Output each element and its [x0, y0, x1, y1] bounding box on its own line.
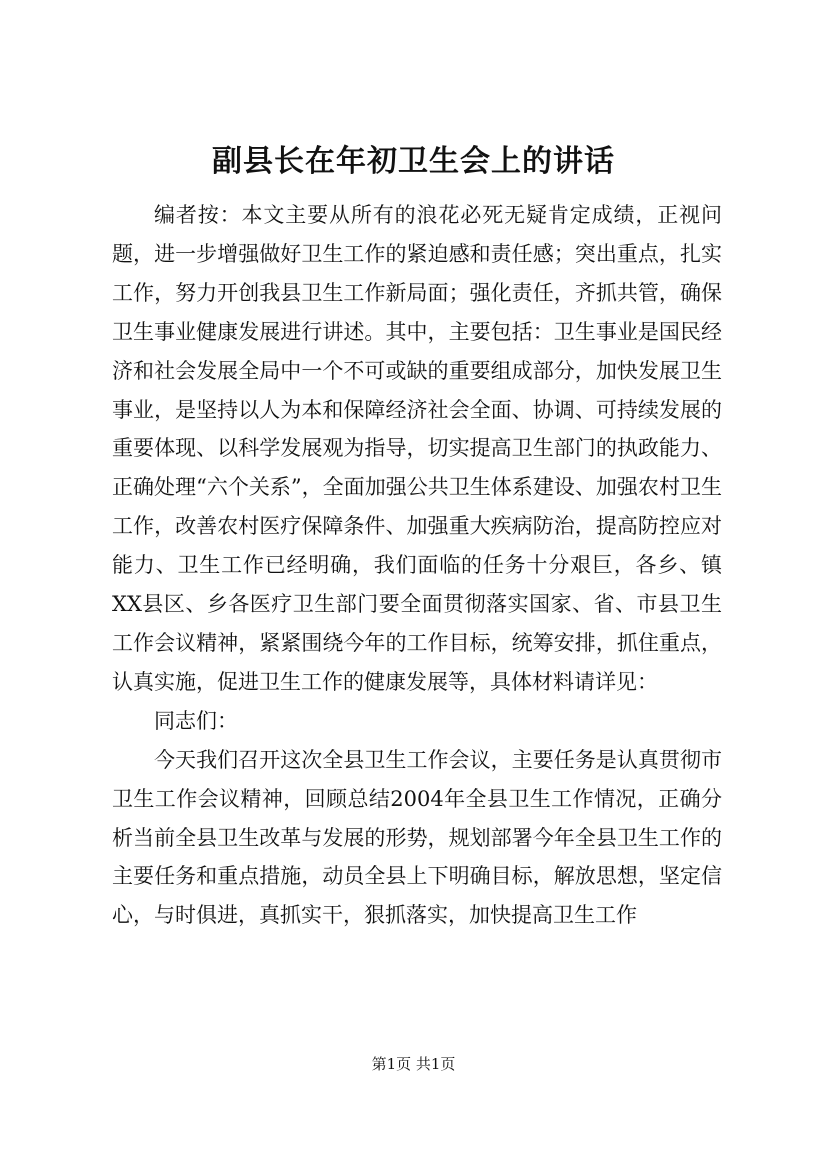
document-body	[112, 196, 722, 935]
paragraph-editor-note: 编者按：本文主要从所有的浪花必死无疑肯定成绩，正视问题，进一步增强做好卫生工作的紧迫感和责任感；突出重点，扎实工作，努力开创我县卫生工作新局面；强化责任，齐抓共管，确保卫生事业健康发展进行讲述。其中，主要包括：卫生事业是国民经济和社会发展全局中一个不可或缺的重要组成部分，加快发展卫生事业，是坚持以人为本和保障经济社会全面、协调、可持续发展的重要体现、以科学发展观为指导，切实提高卫生部门的执政能力、正确处理“六个关系”，全面加强公共卫生体系建设、加强农村卫生工作，改善农村医疗保障条件、加强重大疾病防治，提高防控应对能力、卫生工作已经明确，我们面临的任务十分艰巨，各乡、镇XX县区、乡各医疗卫生部门要全面贯彻落实国家、省、市县卫生工作会议精神，紧紧围绕今年的工作目标，统筹安排，抓住重点，认真实施，促进卫生工作的健康发展等，具体材料请详见：	[112, 203, 722, 694]
document-title: 副县长在年初卫生会上的讲话	[212, 144, 615, 179]
paragraph-salutation: 同志们：	[154, 708, 238, 733]
paragraph-opening: 今天我们召开这次全县卫生工作会议，主要任务是认真贯彻市卫生工作会议精神，回顾总结2004年全县卫生工作情况，正确分析当前全县卫生改革与发展的形势，规划部署今年全县卫生工作的主要任务和重点措施，动员全县上下明确目标，解放思想，坚定信心，与时俱进，真抓实干，狠抓落实，加快提高卫生工作	[112, 747, 722, 928]
page-number-footer: 第1页 共1页	[371, 1055, 456, 1073]
